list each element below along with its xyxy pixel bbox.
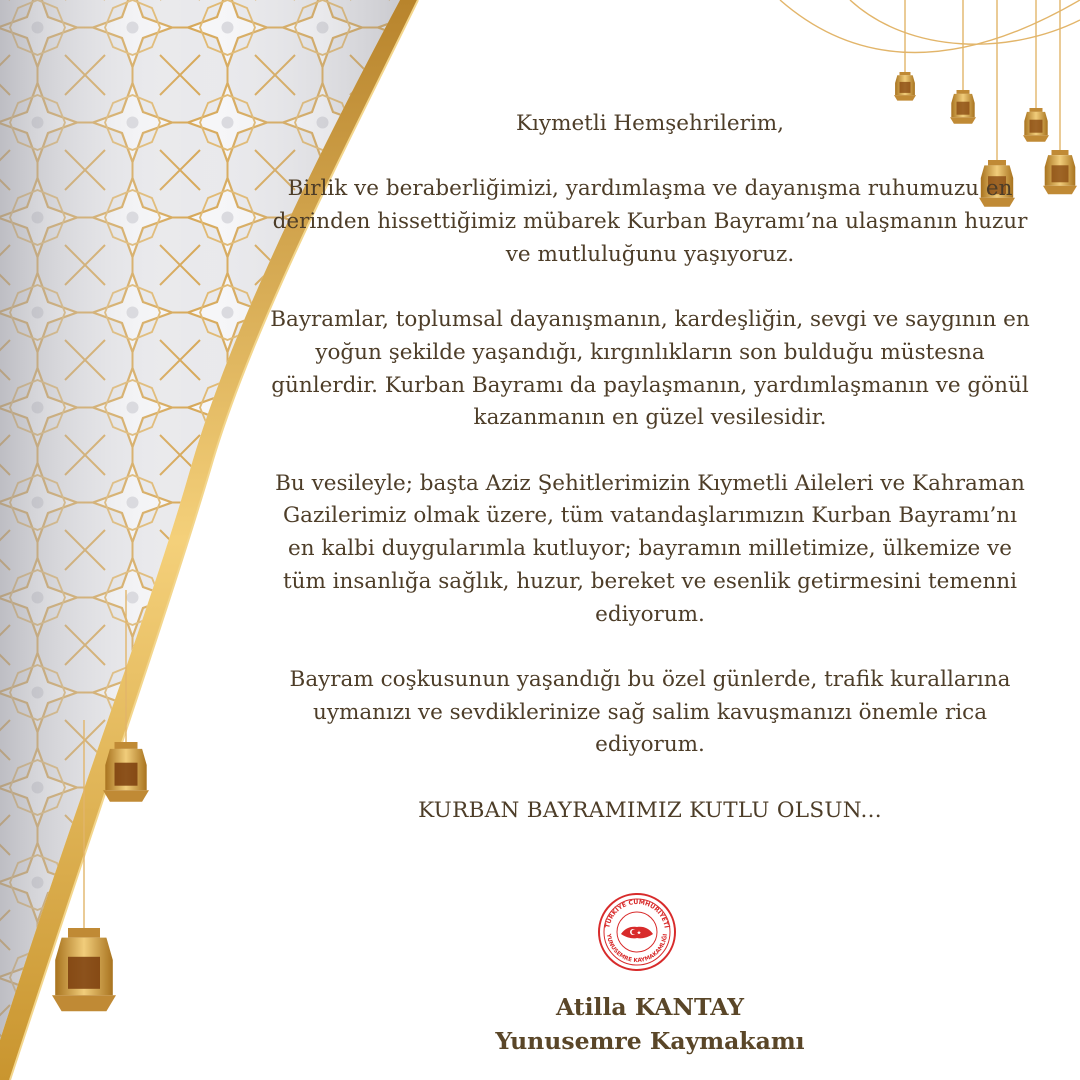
seal-icon — [597, 892, 677, 972]
svg-text:TÜRKİYE CUMHURİYETİ: TÜRKİYE CUMHURİYETİ — [604, 898, 670, 929]
lantern-icon — [52, 928, 116, 1011]
paragraph-traffic: Bayram coşkusunun yaşandığı bu özel günlerde, trafik kurallarına uymanızı ve sevdiklerinize sağ salim kavuşmanızı önemle rica ediyorum. — [289, 666, 1011, 758]
paragraph-holidays: Bayramlar, toplumsal dayanışmanın, kardeşliğin, sevgi ve saygının en yoğun şekilde yaşandığı, kırgınlıkların son bulduğu müstesna günlerdir. Kurban Bayramı da paylaşmanın, yardımlaşmanın ve gönül kazanmanın en güzel vesilesidir. — [270, 307, 1030, 431]
signature-block — [420, 990, 880, 1058]
official-title: Yunusemre Kaymakamı — [495, 1027, 805, 1055]
official-name: Atilla KANTAY — [555, 993, 745, 1021]
lantern-icon — [894, 72, 916, 101]
paragraph-wishes: Bu vesileyle; başta Aziz Şehitlerimizin Kıymetli Aileleri ve Kahraman Gazilerimiz olmak üzere, tüm vatandaşlarımızın Kurban Bayramı’nı en kalbi duygularımla kutluyor; bayramın milletimize, ülkemize ve tüm insanlığa sağlık, huzur, bereket ve esenlik getirmesini temenni ediyorum. — [275, 470, 1025, 627]
letter-body — [270, 108, 1030, 860]
salutation: Kıymetli Hemşehrilerim, — [515, 111, 784, 136]
lantern-icon — [1043, 150, 1077, 194]
closing-line: KURBAN BAYRAMIMIZ KUTLU OLSUN... — [418, 797, 882, 823]
lantern-icon — [103, 742, 149, 802]
svg-text:YUNUSEMRE KAYMAKAMLIĞI: YUNUSEMRE KAYMAKAMLIĞI — [605, 933, 669, 965]
paragraph-unity: Birlik ve beraberliğimizi, yardımlaşma ve dayanışma ruhumuzu en derinden hissettiğimiz mübarek Kurban Bayramı’na ulaşmanın huzur ve mutluluğunu yaşıyoruz. — [272, 176, 1028, 267]
